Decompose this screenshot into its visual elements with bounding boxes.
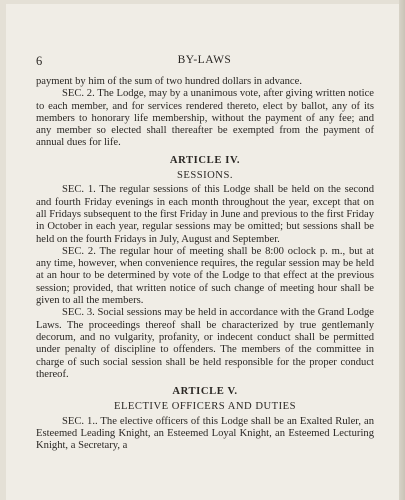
page-edge bbox=[399, 0, 405, 500]
article-v-heading: ARTICLE V. bbox=[172, 386, 238, 398]
article-v-subtitle: ELECTIVE OFFICERS AND DUTIES bbox=[113, 401, 297, 413]
section-2-life-membership: SEC. 2. The Lodge, may by a unanimous vote, after giving written notice to each member, and for services rendered thereto, elect by ballot, any of its members to honorary life membership, without the payment of any fee; and any member so elected shall thereafter be exempted from the payment of annual dues for life. bbox=[36, 88, 374, 149]
page-number: 6 bbox=[36, 54, 43, 68]
article-iv-heading: ARTICLE IV. bbox=[169, 154, 241, 166]
book-page bbox=[6, 4, 401, 500]
article-iv-section-3: SEC. 3. Social sessions may be held in accordance with the Grand Lodge Laws. The proceedings thereof shall be characterized by true gentlemanly decorum, and no vulgarity, profanity, or indecent conduct shall be permitted under penalty of discipline to offenders. The members of the committee in charge of such social session shall be held responsible for the proper conduct thereof. bbox=[36, 307, 374, 380]
page-header bbox=[36, 54, 373, 70]
running-title: BY-LAWS bbox=[177, 54, 232, 66]
article-v-section-1: SEC. 1.. The elective officers of this Lodge shall be an Exalted Ruler, an Esteemed Leading Knight, an Esteemed Loyal Knight, an Esteemed Lecturing Knight, a Secretary, a bbox=[36, 415, 374, 452]
article-iv-section-1: SEC. 1. The regular sessions of this Lodge shall be held on the second and fourth Friday evenings in each month throughout the year, except that on all Fridays subsequent to the first Friday in June and previous to the first Friday in October in each year, regular sessions may be omitted; but sessions shall be held on the fourth Fridays in July, August and September. bbox=[36, 184, 374, 245]
continuation-paragraph: payment by him of the sum of two hundred dollars in advance. bbox=[36, 76, 302, 87]
article-iv-section-2: SEC. 2. The regular hour of meeting shall be 8:00 oclock p. m., but at any time, however, when convenience requires, the regular session may be held at an hour to be determined by vote of the Lodge to that effect at the previous session; provided, that written notice of such change of meeting hour shall be given to all the members. bbox=[36, 245, 374, 307]
page-body bbox=[36, 76, 374, 453]
article-iv-subtitle: SESSIONS. bbox=[176, 170, 233, 182]
